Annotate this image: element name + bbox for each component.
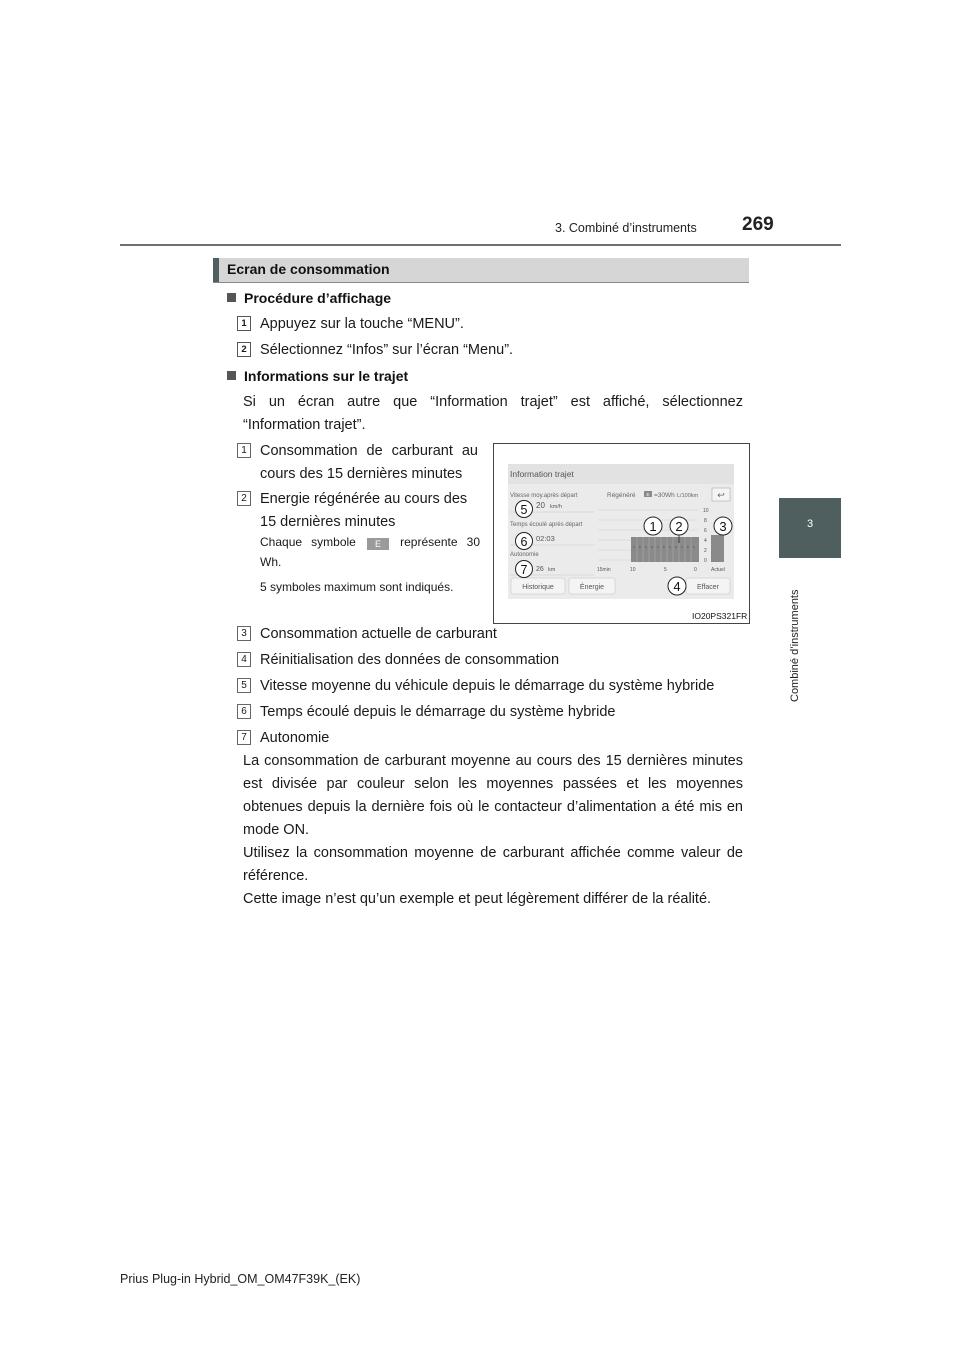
svg-text:E: E <box>639 545 642 549</box>
callout-1 <box>644 517 662 535</box>
energy-symbol-icon: E <box>367 538 389 550</box>
history-button[interactable] <box>511 578 565 594</box>
symbol-note-after: représente 30 Wh. <box>260 535 480 569</box>
svg-text:E: E <box>675 545 678 549</box>
paragraph: La consommation de carburant moyenne au cours des 15 dernières minutes est divisée par couleur selon les moyennes passées et les moyennes obtenues depuis la dernière fois où le contacteur d’alimentation a été mis en mode ON. <box>243 753 743 838</box>
symbol-note <box>260 532 480 572</box>
callout-5 <box>516 501 533 518</box>
screen-title: Information trajet <box>510 469 574 479</box>
back-arrow-icon: ↩ <box>717 490 725 500</box>
clear-button[interactable] <box>686 578 730 594</box>
max-symbols-note: 5 symboles maximum sont indiqués. <box>260 580 454 594</box>
regen-value: =30Wh <box>654 492 675 499</box>
svg-text:7: 7 <box>520 563 528 577</box>
trip-info-figure <box>493 443 750 624</box>
x-tick: 0 <box>694 567 697 573</box>
speed-label: Vitesse moy.après départ <box>510 493 578 499</box>
callout-number: 1 <box>237 443 251 458</box>
footer-document-id: Prius Plug-in Hybrid_OM_OM47F39K_(EK) <box>120 1272 361 1286</box>
trip-intro: Si un écran autre que “Information trajet” est affiché, sélectionnez “Information trajet”. <box>243 394 743 433</box>
energy-button[interactable] <box>569 578 615 594</box>
chapter-number: 3 <box>806 518 814 530</box>
regen-badge-letter: E <box>646 492 650 497</box>
callout-6 <box>516 533 533 550</box>
figure-code: IO20PS321FR <box>692 611 748 621</box>
item-text: Energie régénérée au cours des 15 dernières minutes <box>260 491 468 530</box>
step-text: Sélectionnez “Infos” sur l’écran “Menu”. <box>260 342 514 358</box>
svg-text:E: E <box>651 545 654 549</box>
item-text: Temps écoulé depuis le démarrage du système hybride <box>260 704 616 720</box>
callout-2 <box>670 517 688 535</box>
square-bullet-icon <box>227 293 236 302</box>
paragraph: Utilisez la consommation moyenne de carburant affichée comme valeur de référence. <box>243 845 743 884</box>
y-tick: 0 <box>704 558 707 564</box>
running-header-section: 3. Combiné d’instruments <box>555 221 697 235</box>
procedure-heading <box>227 290 391 306</box>
x-tick: 15min <box>597 567 611 573</box>
history-button-label: Historique <box>522 584 554 591</box>
paragraph: Cette image n’est qu’un exemple et peut légèrement différer de la réalité. <box>243 891 712 907</box>
item-text: Consommation actuelle de carburant <box>260 626 497 642</box>
fuel-bars <box>631 537 699 562</box>
callout-number: 3 <box>237 626 251 641</box>
callout-number: 5 <box>237 678 251 693</box>
svg-text:E: E <box>645 545 648 549</box>
current-consumption-bar <box>711 535 724 562</box>
chapter-side-title <box>783 566 803 702</box>
svg-text:4: 4 <box>673 579 681 594</box>
item-text: Réinitialisation des données de consommation <box>260 652 560 668</box>
step-number: 1 <box>237 316 251 331</box>
consumption-unit: L/100km <box>677 493 699 499</box>
header-rule <box>120 244 841 246</box>
callout-number: 6 <box>237 704 251 719</box>
step-number: 2 <box>237 342 251 357</box>
section-rule <box>213 282 749 283</box>
svg-text:E: E <box>633 545 636 549</box>
square-bullet-icon <box>227 371 236 380</box>
procedure-heading-text: Procédure d’affichage <box>244 290 392 306</box>
chapter-tab <box>779 498 841 558</box>
chapter-title: Combiné d’instruments <box>789 589 801 702</box>
y-tick: 10 <box>703 508 709 514</box>
section-title-bar <box>213 258 749 282</box>
svg-text:E: E <box>693 545 696 549</box>
svg-text:2: 2 <box>675 519 683 534</box>
trip-info-screen <box>494 444 749 623</box>
current-label: Actuel <box>711 567 725 573</box>
svg-text:E: E <box>687 545 690 549</box>
callout-number: 4 <box>237 652 251 667</box>
item-text: Autonomie <box>260 730 330 746</box>
callout-4 <box>668 577 686 595</box>
speed-value: 20 <box>536 501 545 510</box>
y-tick: 4 <box>704 538 707 544</box>
callout-3 <box>714 517 732 535</box>
svg-text:5: 5 <box>520 503 528 517</box>
regen-label: Régénéré <box>607 492 636 499</box>
svg-text:E: E <box>657 545 660 549</box>
step-text: Appuyez sur la touche “MENU”. <box>260 316 464 332</box>
x-tick: 10 <box>630 567 636 573</box>
trip-heading-text: Informations sur le trajet <box>244 368 409 384</box>
range-label: Autonomie <box>510 552 539 558</box>
time-label: Temps écoulé après départ <box>510 522 583 528</box>
x-tick: 5 <box>664 567 667 573</box>
time-value: 02:03 <box>536 534 555 543</box>
y-tick: 6 <box>704 528 707 534</box>
svg-text:3: 3 <box>719 519 727 534</box>
callout-7 <box>516 561 533 578</box>
callout-number: 7 <box>237 730 251 745</box>
speed-unit: km/h <box>550 504 562 510</box>
energy-button-label: Énergie <box>579 584 605 591</box>
svg-text:6: 6 <box>520 535 528 549</box>
y-tick: 8 <box>704 518 707 524</box>
page-number: 269 <box>742 214 774 235</box>
svg-text:E: E <box>663 545 666 549</box>
svg-text:E: E <box>669 545 672 549</box>
trip-heading <box>227 368 408 384</box>
range-unit: km <box>548 567 556 573</box>
svg-text:E: E <box>681 545 684 549</box>
y-tick: 2 <box>704 548 707 554</box>
clear-button-label: Effacer <box>696 584 720 591</box>
item-text: Consommation de carburant au cours des 15 dernières minutes <box>260 443 478 482</box>
section-title: Ecran de consommation <box>227 261 390 277</box>
callout-number: 2 <box>237 491 251 506</box>
symbol-note-before: Chaque symbole <box>260 535 356 549</box>
svg-text:1: 1 <box>649 519 657 534</box>
item-text: Vitesse moyenne du véhicule depuis le démarrage du système hybride <box>260 678 715 694</box>
range-value: 26 <box>536 566 544 573</box>
